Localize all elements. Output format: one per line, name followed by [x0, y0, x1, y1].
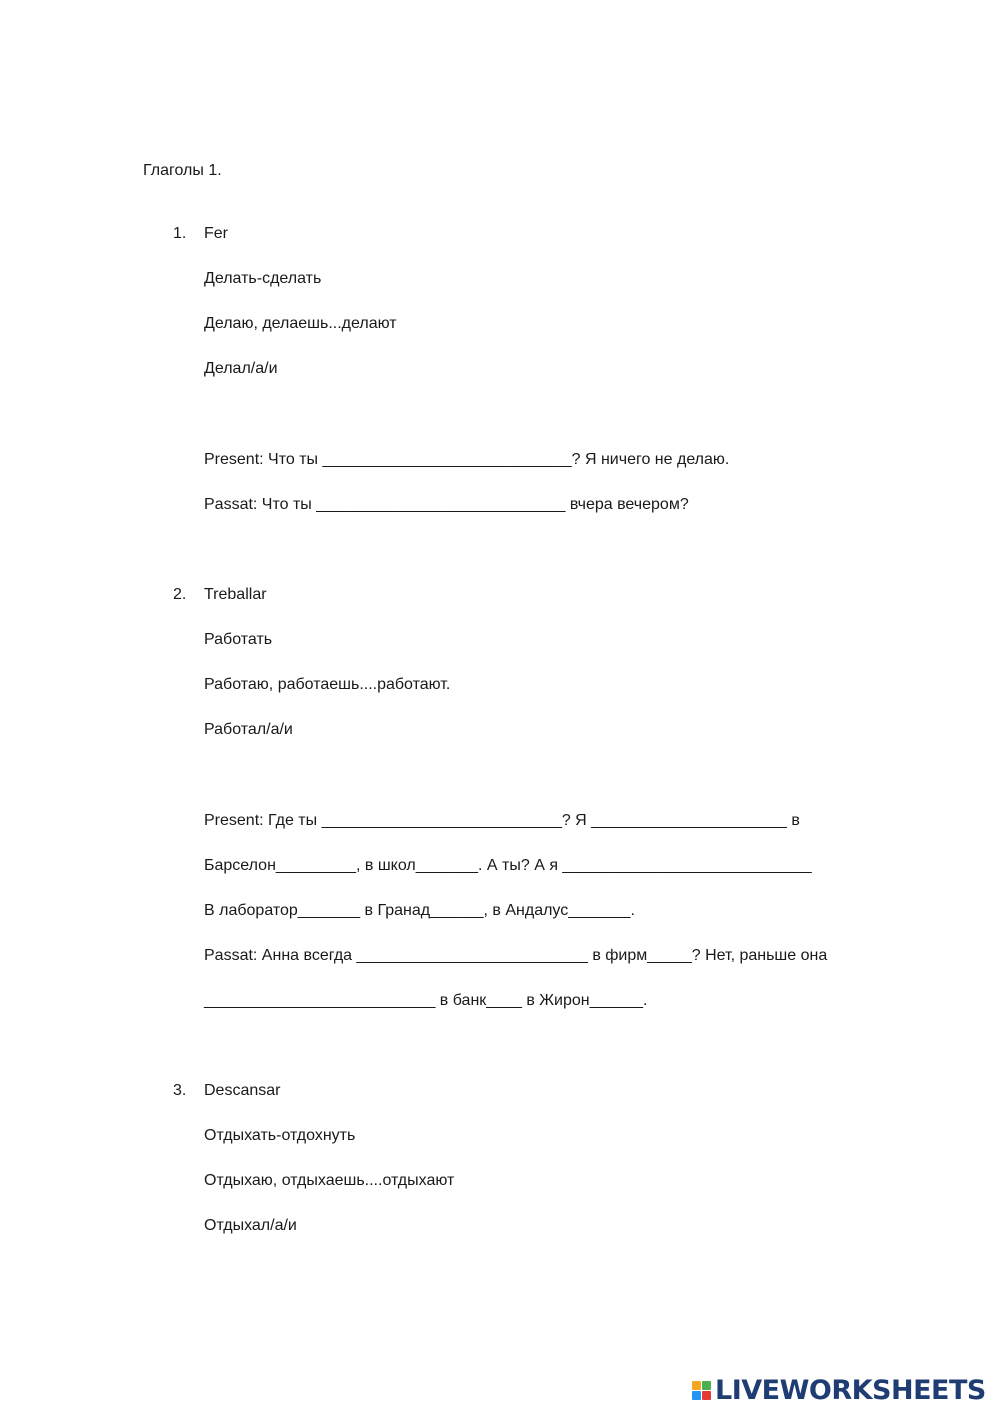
section-3-line-3: Отдыхал/а/и [204, 1217, 297, 1234]
section-2-exercise-3[interactable]: В лаборатор_______ в Гранад______, в Андалус_______. [204, 902, 635, 919]
section-1-exercise-2[interactable]: Passat: Что ты ____________________________ вчера вечером? [204, 496, 689, 513]
section-1-line-3: Делал/а/и [204, 360, 278, 377]
section-3-number: 3. [173, 1082, 187, 1099]
section-2-exercise-2[interactable]: Барселон_________, в школ_______. А ты? А я ____________________________ [204, 857, 812, 874]
worksheet-title: Глаголы 1. [143, 162, 222, 179]
section-2-line-2: Работаю, работаешь....работают. [204, 676, 451, 693]
section-2-line-1: Работать [204, 631, 273, 648]
section-1-verb: Fer [204, 225, 228, 242]
section-1-line-1: Делать-сделать [204, 270, 322, 287]
section-1-line-2: Делаю, делаешь...делают [204, 315, 397, 332]
section-2-verb: Treballar [204, 586, 267, 603]
section-2-exercise-4[interactable]: Passat: Анна всегда __________________________ в фирм_____? Нет, раньше она [204, 947, 828, 964]
logo-icon [692, 1381, 711, 1400]
section-2-exercise-1[interactable]: Present: Где ты ___________________________? Я ______________________ в [204, 812, 800, 829]
section-2-number: 2. [173, 586, 187, 603]
section-1-number: 1. [173, 225, 187, 242]
liveworksheets-logo [692, 1372, 986, 1408]
section-2-exercise-5[interactable]: __________________________ в банк____ в Жирон______. [204, 992, 648, 1009]
section-1-exercise-1[interactable]: Present: Что ты ____________________________? Я ничего не делаю. [204, 451, 730, 468]
logo-square-1 [692, 1381, 701, 1390]
section-3-line-2: Отдыхаю, отдыхаешь....отдыхают [204, 1172, 455, 1189]
section-2-line-3: Работал/а/и [204, 721, 293, 738]
logo-text: LIVEWORKSHEETS [715, 1374, 986, 1406]
logo-square-4 [702, 1391, 711, 1400]
section-3-verb: Descansar [204, 1082, 281, 1099]
logo-square-3 [692, 1391, 701, 1400]
logo-square-2 [702, 1381, 711, 1390]
section-3-line-1: Отдыхать-отдохнуть [204, 1127, 356, 1144]
